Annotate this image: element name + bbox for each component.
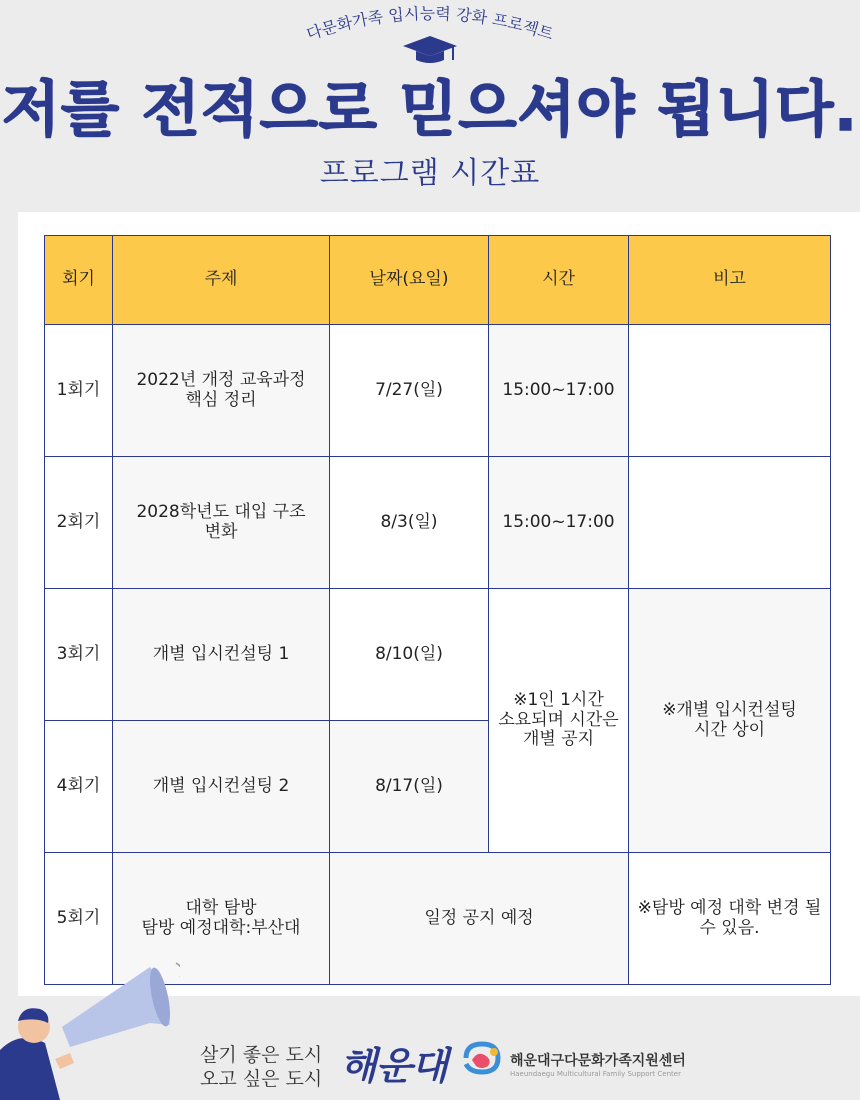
topic-cell: 개별 입시컨설팅 1	[113, 589, 330, 721]
schedule-table	[44, 235, 831, 985]
note-cell-merged	[629, 589, 831, 853]
time-cell: 15:00~17:00	[489, 325, 629, 457]
table-row	[45, 457, 831, 589]
date-cell: 8/3(일)	[330, 457, 489, 589]
time-note-line: 개별 공지	[522, 729, 595, 750]
slogan	[200, 1043, 322, 1091]
header-time: 시간	[489, 236, 629, 325]
header-session: 회기	[45, 236, 113, 325]
table-header-row	[45, 236, 831, 325]
note-line: ※탐방 예정 대학 변경 될	[637, 897, 822, 918]
topic-line: 탐방 예정대학:부산대	[141, 917, 301, 938]
note-cell	[629, 853, 831, 985]
time-note-line: ※1인 1시간	[513, 690, 604, 711]
date-cell: 8/10(일)	[330, 589, 489, 721]
topic-cell: 개별 입시컨설팅 2	[113, 721, 330, 853]
header-note: 비고	[629, 236, 831, 325]
session-cell: 1회기	[45, 325, 113, 457]
center-logo-icon	[458, 1040, 506, 1076]
sub-title: 프로그램 시간표	[319, 156, 541, 191]
header-date: 날짜(요일)	[330, 236, 489, 325]
date-cell: 7/27(일)	[330, 325, 489, 457]
topic-line: 2028학년도 대입 구조	[136, 501, 306, 522]
note-cell	[629, 325, 831, 457]
note-line: ※개별 입시컨설팅	[662, 699, 797, 720]
slogan-line: 살기 좋은 도시	[200, 1044, 323, 1066]
topic-line: 2022년 개정 교육과정	[136, 369, 306, 390]
topic-cell	[113, 325, 330, 457]
time-cell-merged	[489, 589, 629, 853]
megaphone-person-illustration	[0, 955, 180, 1100]
topic-line: 변화	[204, 521, 238, 542]
main-title: 저를 전적으로 믿으셔야 됩니다.	[2, 75, 858, 145]
note-cell	[629, 457, 831, 589]
header-topic: 주제	[113, 236, 330, 325]
brand-logo-text: 해운대	[340, 1044, 448, 1088]
topic-line: 대학 탐방	[185, 897, 257, 918]
date-cell: 8/17(일)	[330, 721, 489, 853]
center-name: 해운대구다문화가족지원센터	[510, 1053, 686, 1069]
time-note-line: 소요되며 시간은	[498, 709, 619, 730]
note-line: 시간 상이	[693, 719, 766, 740]
table-row	[45, 325, 831, 457]
center-name-en: Haeundaegu Multicultural Family Support Center	[510, 1070, 681, 1078]
topic-line: 핵심 정리	[185, 389, 257, 410]
header	[0, 0, 860, 210]
date-time-merged-cell: 일정 공지 예정	[330, 853, 629, 985]
session-cell: 2회기	[45, 457, 113, 589]
session-cell: 4회기	[45, 721, 113, 853]
slogan-line: 오고 싶은 도시	[200, 1068, 323, 1090]
arc-title-text: 다문화가족 입시능력 강화 프로젝트	[304, 3, 556, 44]
session-cell: 5회기	[45, 853, 113, 985]
time-cell: 15:00~17:00	[489, 457, 629, 589]
session-cell: 3회기	[45, 589, 113, 721]
table-row	[45, 589, 831, 721]
note-line: 수 있음.	[699, 917, 760, 938]
topic-cell	[113, 457, 330, 589]
